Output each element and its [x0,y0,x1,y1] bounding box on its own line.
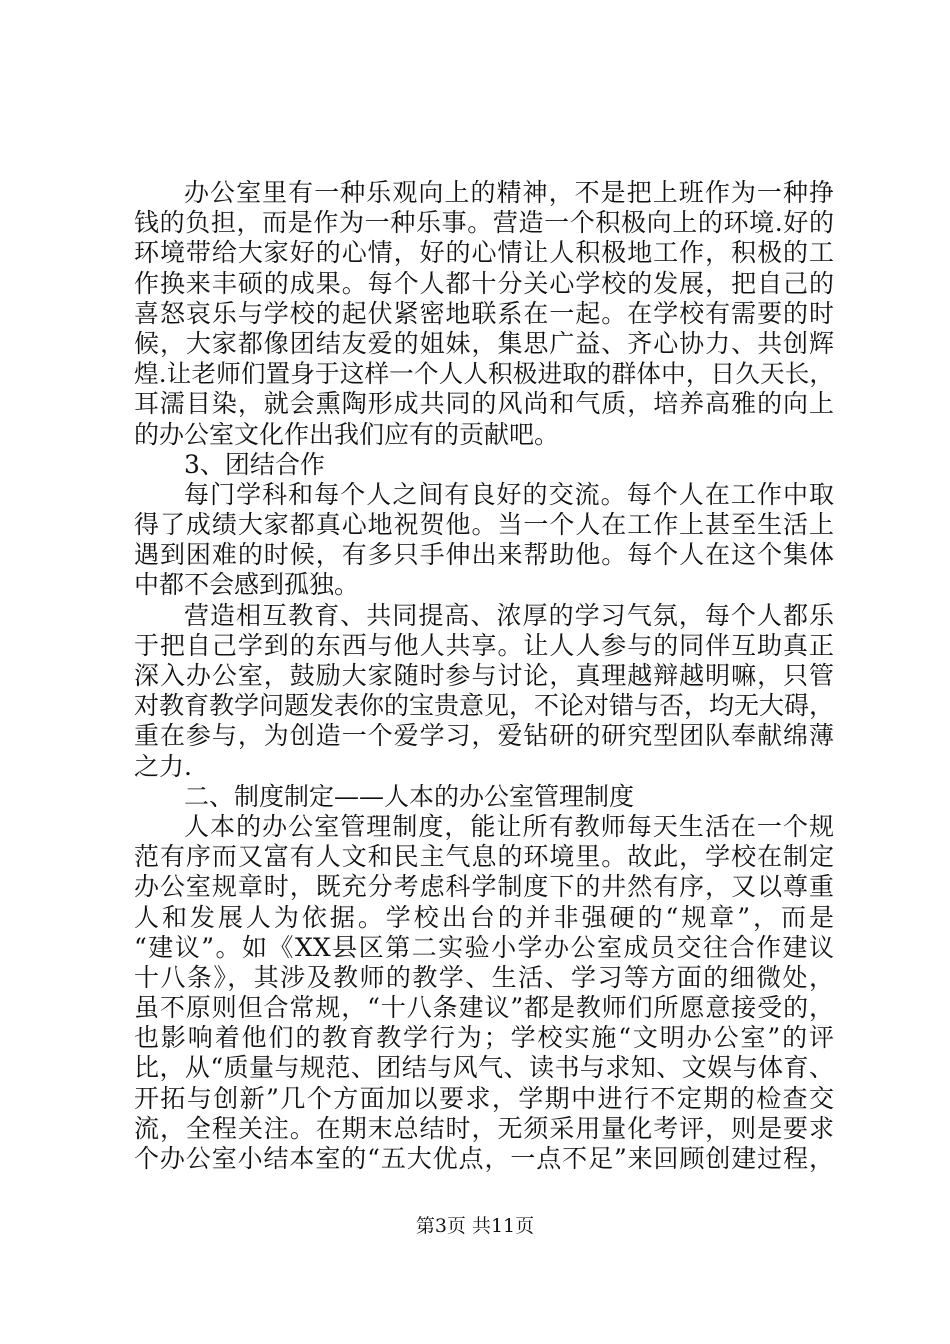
text-line: 也影响着他们的教育教学行为；学校实施“文明办公室”的评 [134,1023,834,1053]
text-line: 对教育教学问题发表你的宝贵意见，不论对错与否，均无大碍， [134,691,835,721]
text-line: 每门学科和每个人之间有良好的交流。每个人在工作中取 [184,479,834,509]
text-line: 个办公室小结本室的“五大优点，一点不足”来回顾创建过程， [134,1144,834,1173]
page-number-footer: 第3页 共11页 [415,1215,535,1237]
text-line: 人本的办公室管理制度，能让所有教师每天生活在一个规 [184,811,834,841]
text-line: 环境带给大家好的心情，好的心情让人积极地工作，积极的工 [134,238,834,268]
text-line: 比，从“质量与规范、团结与风气、读书与求知、文娱与体育、 [134,1053,834,1083]
text-line: 流，全程关注。在期末总结时，无须采用量化考评，则是要求 [134,1113,834,1143]
text-line: 范有序而又富有人文和民主气息的环境里。故此，学校在制定 [134,842,834,872]
text-line: 办公室规章时，既充分考虑科学制度下的井然有序，又以尊重 [134,872,834,902]
text-line: 人和发展人为依据。学校出台的并非强硬的“规章”，而是 [134,902,834,932]
text-line: 得了成绩大家都真心地祝贺他。当一个人在工作上甚至生活上 [134,510,834,540]
text-line: 深入办公室，鼓励大家随时参与讨论，真理越辩越明嘛，只管 [134,661,834,690]
text-line: “建议”。如《XX县区第二实验小学办公室成员交往合作建议 [134,932,834,962]
text-line: 营造相互教育、共同提高、浓厚的学习气氛，每个人都乐 [184,600,834,630]
text-line: 钱的负担，而是作为一种乐事。营造一个积极向上的环境.好的 [134,208,834,238]
text-line: 十八条》，其涉及教师的教学、生活、学习等方面的细微处， [134,962,834,992]
text-line: 二、制度制定——人本的办公室管理制度 [184,781,635,811]
text-line: 喜怒哀乐与学校的起伏紧密地联系在一起。在学校有需要的时 [134,298,834,328]
text-line: 办公室里有一种乐观向上的精神，不是把上班作为一种挣 [184,178,834,207]
text-line: 之力. [134,751,192,781]
text-line: 虽不原则但合常规，“十八条建议”都是教师们所愿意接受的， [134,993,834,1023]
text-line: 遇到困难的时候，有多只手伸出来帮助他。每个人在这个集体 [134,540,834,570]
text-line: 中都不会感到孤独。 [134,570,360,600]
text-line: 煌.让老师们置身于这样一个人人积极进取的群体中，日久天长， [134,359,834,389]
document-body [134,178,834,1174]
text-line: 3、团结合作 [184,449,325,479]
text-line: 开拓与创新”几个方面加以要求，学期中进行不定期的检查交 [134,1083,834,1113]
text-line: 于把自己学到的东西与他人共享。让人人参与的同伴互助真正 [134,630,834,660]
text-line: 候，大家都像团结友爱的姐妹，集思广益、齐心协力、共创辉 [134,328,834,358]
text-line: 重在参与，为创造一个爱学习，爱钻研的研究型团队奉献绵薄 [134,721,834,751]
text-line: 耳濡目染，就会熏陶形成共同的风尚和气质，培养高雅的向上 [134,389,834,419]
text-line: 的办公室文化作出我们应有的贡献吧。 [134,419,560,449]
text-line: 作换来丰硕的成果。每个人都十分关心学校的发展，把自己的 [134,268,834,298]
